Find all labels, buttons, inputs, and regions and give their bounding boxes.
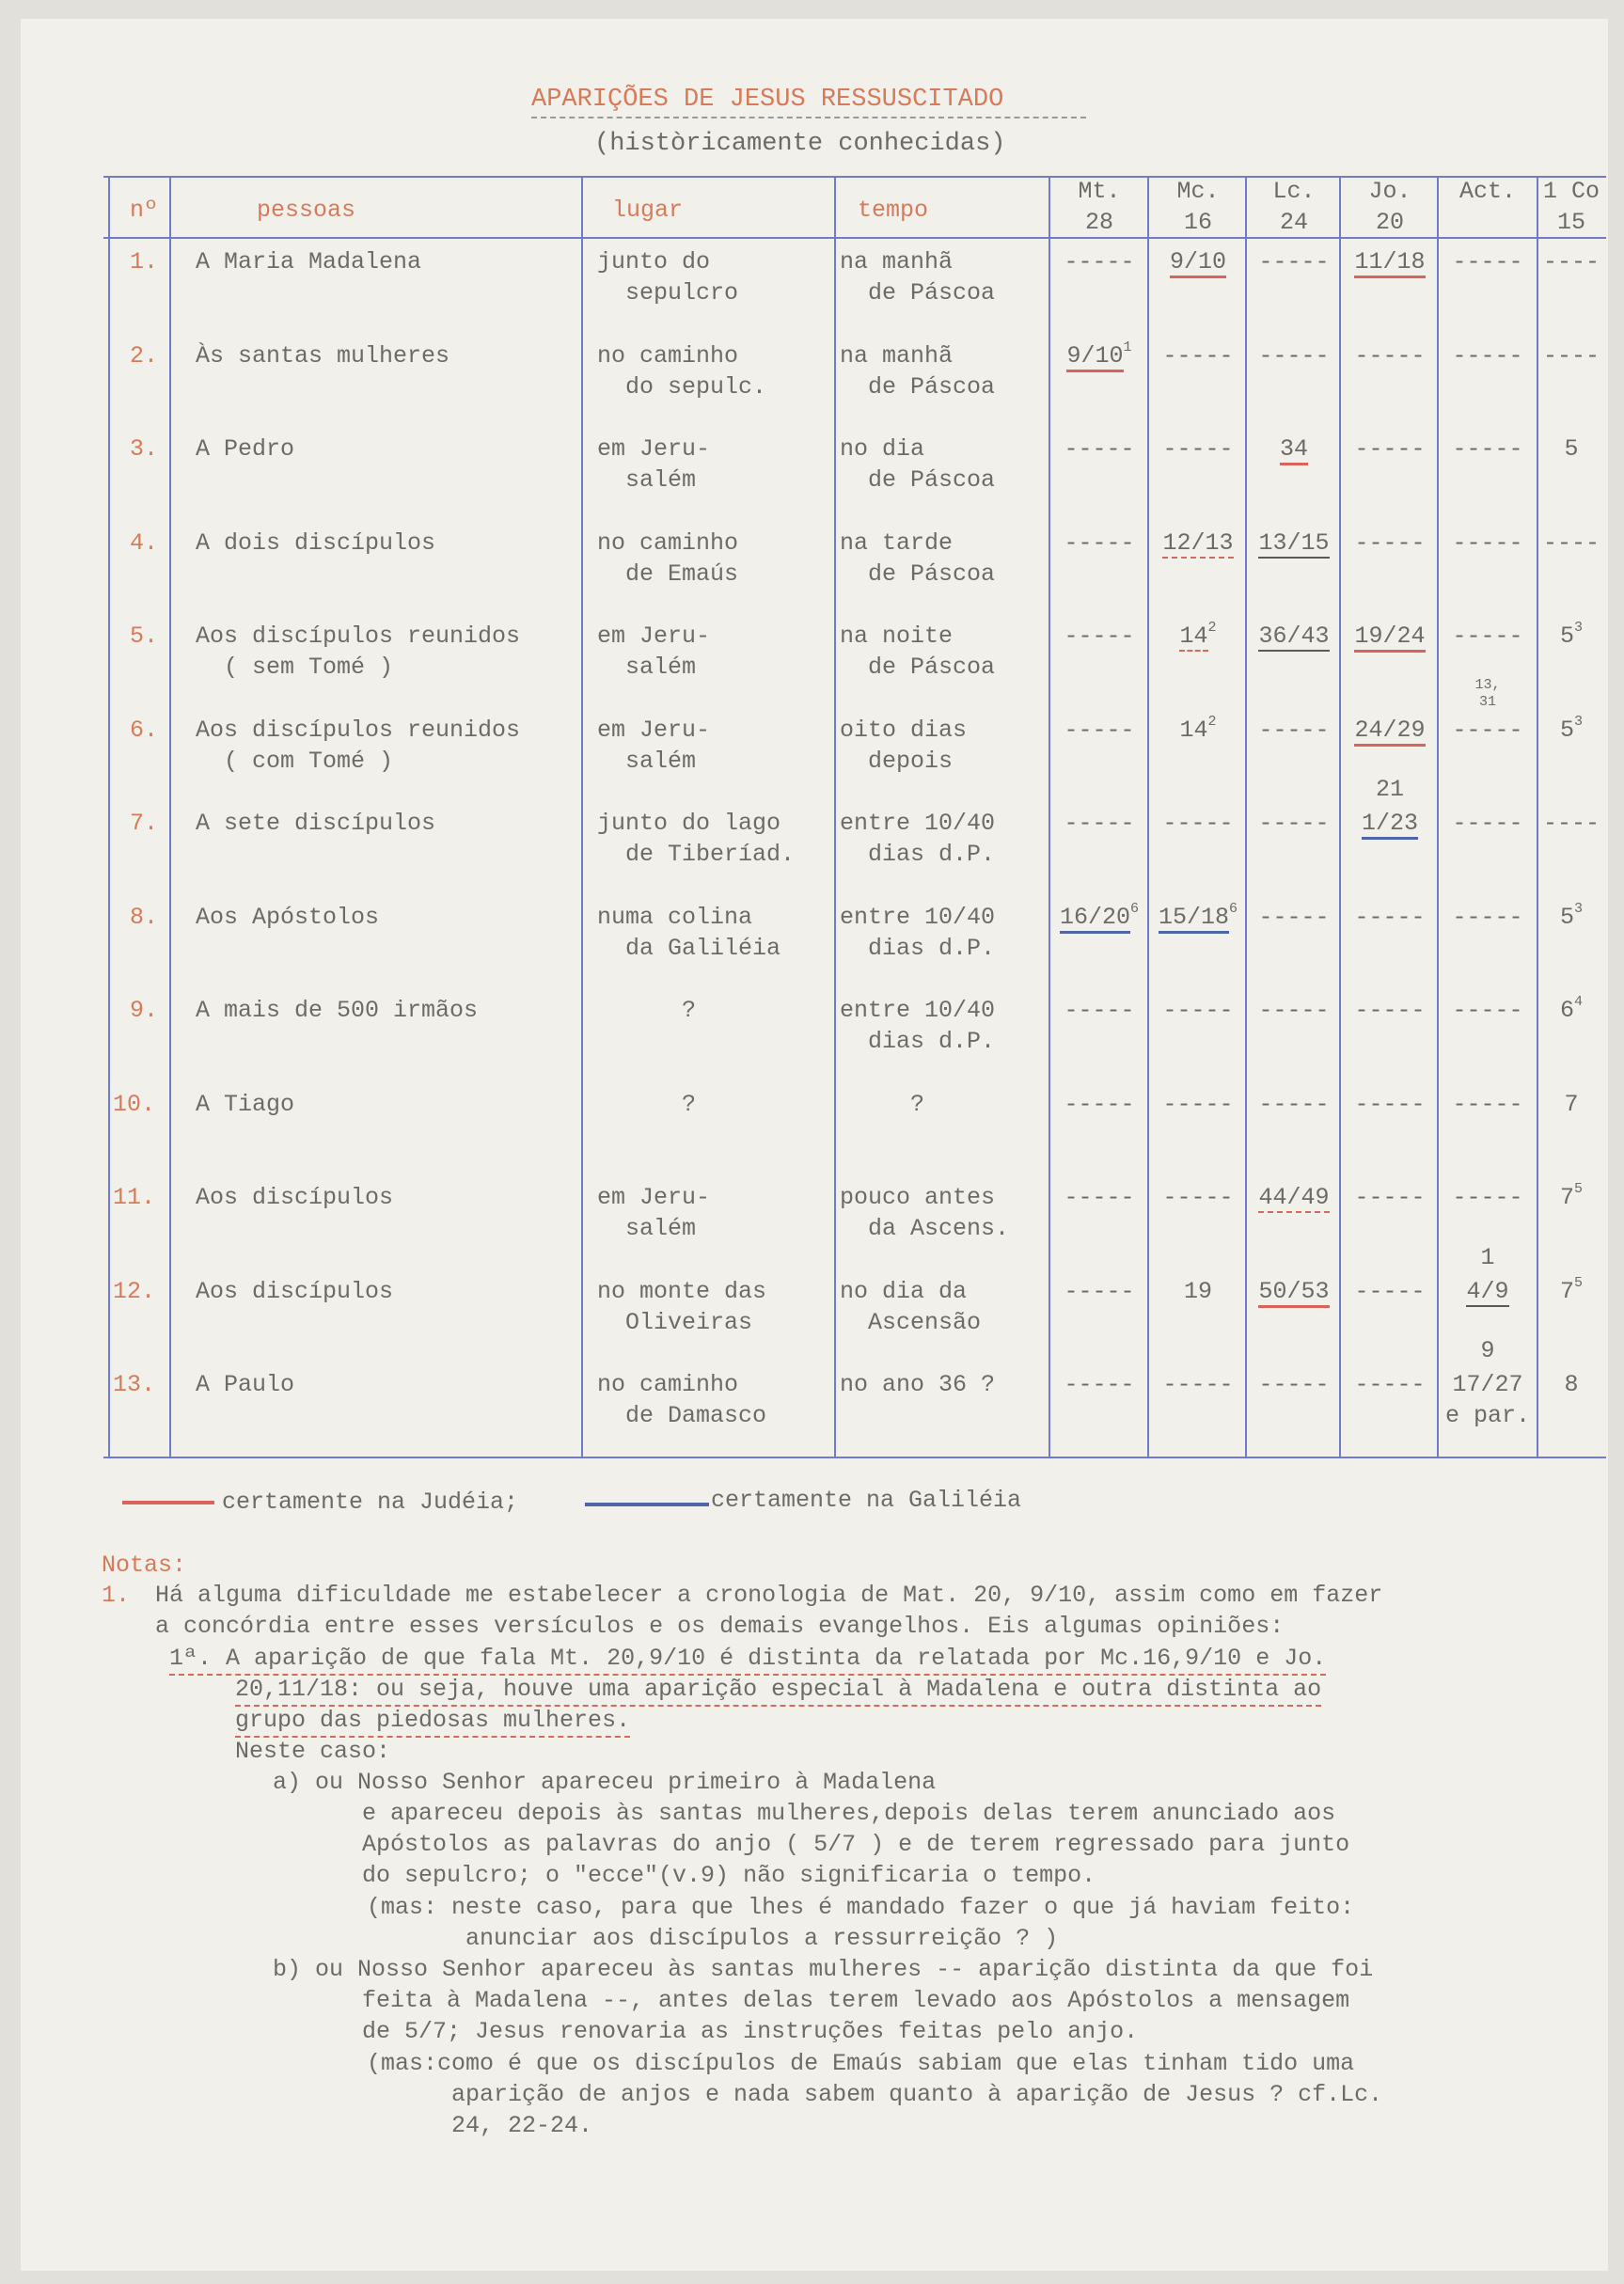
row-lugar: sepulcro: [597, 279, 739, 307]
table-cell-lc: [1247, 808, 1341, 839]
cell-value: -----: [1354, 903, 1426, 931]
cell-value: 5: [1559, 716, 1574, 744]
table-cell-mt: [1050, 1276, 1148, 1307]
cell-value: 19/24: [1354, 622, 1425, 653]
row-number: 8.: [130, 903, 159, 931]
note-line: Há alguma dificuldade me estabelecer a cronologia de Mat. 20, 9/10, assim como em fazer: [155, 1582, 1383, 1609]
row-lugar: do sepulc.: [597, 372, 767, 401]
table-cell-co: [1537, 1182, 1606, 1216]
row-tempo: ?: [840, 1090, 925, 1118]
cell-value: -----: [1064, 622, 1135, 650]
footnote-marker: 4: [1574, 994, 1584, 1010]
table-cell-act: [1439, 246, 1537, 277]
title-underline: [531, 117, 1086, 118]
table-cell-co: [1537, 902, 1606, 936]
table-cell-act: [1439, 1182, 1537, 1213]
cell-chapter: 1: [1480, 1243, 1495, 1271]
table-cell-mc: [1149, 715, 1247, 748]
row-number: 3.: [130, 435, 159, 463]
cell-value: -----: [1354, 1184, 1426, 1211]
cell-value: ----: [1542, 528, 1600, 557]
table-cell-jo: [1341, 246, 1439, 277]
cell-value: -----: [1064, 1090, 1135, 1118]
row-lugar: salém: [597, 466, 697, 494]
table-cell-mc: [1149, 621, 1247, 654]
row-lugar: junto do lago: [597, 810, 781, 837]
header-act: Act.: [1458, 178, 1516, 205]
cell-value: -----: [1258, 810, 1330, 837]
table-cell-lc: [1247, 1089, 1341, 1120]
row-tempo: de Páscoa: [840, 279, 996, 307]
table-column-rule: [169, 176, 171, 1458]
cell-value: 36/43: [1258, 622, 1330, 650]
cell-value: 50/53: [1258, 1278, 1329, 1308]
cell-value: -----: [1258, 1090, 1330, 1118]
table-cell-mc: [1149, 528, 1247, 559]
legend-galileia: certamente na Galiléia: [711, 1487, 1022, 1514]
cell-value: 15/18: [1159, 904, 1229, 934]
cell-value: 14: [1179, 622, 1208, 650]
cell-value: 13/15: [1258, 528, 1330, 557]
row-pessoas: Aos discípulos reunidos: [196, 716, 521, 744]
cell-value: 7: [1564, 1090, 1579, 1118]
table-column-rule: [834, 176, 836, 1458]
row-pessoas: A mais de 500 irmãos: [196, 997, 479, 1024]
table-cell-mc: [1149, 1369, 1247, 1400]
row-tempo: dias d.P.: [840, 934, 996, 962]
table-cell-act: [1439, 1369, 1537, 1400]
table-cell-mt: [1050, 995, 1148, 1026]
table-cell-co: [1537, 246, 1606, 277]
table-cell-act: [1439, 715, 1537, 746]
header-jo: Jo. 20: [1368, 178, 1411, 236]
cell-value: -----: [1452, 528, 1523, 557]
row-number: 6.: [130, 716, 159, 744]
cell-value: -----: [1162, 997, 1234, 1024]
row-tempo: depois: [840, 747, 954, 775]
notes-heading: Notas:: [102, 1552, 187, 1579]
table-row-rule: [103, 1457, 1606, 1458]
cell-value: 6: [1559, 997, 1574, 1024]
table-cell-mt: [1050, 715, 1148, 746]
row-lugar: no caminho: [597, 341, 739, 370]
row-tempo: Ascensão: [840, 1308, 982, 1336]
footnote-marker: 5: [1574, 1181, 1584, 1197]
cell-value: 5: [1559, 622, 1574, 650]
header-pessoas: pessoas: [257, 197, 356, 224]
note-line: Apóstolos as palavras do anjo ( 5/7 ) e de terem regressado para junto: [362, 1831, 1350, 1858]
table-cell-jo: [1341, 902, 1439, 933]
table-cell-lc: [1247, 340, 1341, 371]
footnote-marker: 2: [1207, 713, 1217, 730]
row-number: 12.: [113, 1277, 156, 1305]
table-cell-act: [1439, 1276, 1537, 1307]
table-cell-mc: [1149, 902, 1247, 936]
note-number: 1.: [102, 1582, 131, 1609]
row-number: 4.: [130, 528, 159, 557]
cell-value: -----: [1258, 1371, 1330, 1398]
table-cell-jo: [1341, 621, 1439, 652]
table-cell-mc: [1149, 433, 1247, 465]
table-cell-mc: [1149, 808, 1247, 839]
note-line: Neste caso:: [235, 1738, 391, 1765]
cell-value: ----: [1542, 341, 1600, 370]
row-tempo: entre 10/40: [840, 997, 996, 1024]
row-lugar: em Jeru-: [597, 435, 711, 463]
row-tempo: entre 10/40: [840, 810, 996, 837]
cell-chapter: 9: [1480, 1337, 1495, 1364]
table-cell-co: [1537, 1089, 1606, 1120]
row-tempo: no ano 36 ?: [840, 1371, 996, 1398]
cell-value: -----: [1162, 810, 1234, 837]
table-cell-jo: [1341, 1089, 1439, 1120]
header-number: nº: [130, 197, 159, 224]
table-cell-jo: [1341, 715, 1439, 746]
row-lugar: salém: [597, 1215, 697, 1242]
table-cell-jo: [1341, 1369, 1439, 1400]
row-tempo: no dia da: [840, 1277, 968, 1305]
table-cell-co: [1537, 528, 1606, 559]
note-line: aparição de anjos e nada sabem quanto à aparição de Jesus ? cf.Lc.: [451, 2081, 1383, 2108]
cell-value: 1/23: [1362, 810, 1418, 840]
table-cell-act: [1439, 902, 1537, 933]
table-cell-mt: [1050, 433, 1148, 465]
row-lugar: em Jeru-: [597, 716, 711, 744]
header-mc: Mc. 16: [1176, 178, 1220, 236]
row-tempo: dias d.P.: [840, 1028, 996, 1055]
cell-note: 13, 31: [1474, 676, 1501, 710]
row-pessoas: Aos discípulos: [196, 1184, 394, 1211]
row-pessoas: A Maria Madalena: [196, 248, 422, 276]
row-lugar: da Galiléia: [597, 934, 781, 962]
table-cell-mt: [1050, 528, 1148, 559]
cell-value: -----: [1354, 435, 1426, 463]
cell-value: -----: [1258, 903, 1330, 931]
cell-value: -----: [1354, 1090, 1426, 1118]
row-pessoas: Aos Apóstolos: [196, 903, 380, 931]
row-lugar: junto do: [597, 248, 711, 276]
cell-value: ----: [1542, 248, 1600, 276]
cell-value: -----: [1452, 1090, 1523, 1118]
table-cell-mt: [1050, 340, 1148, 374]
cell-value: -----: [1258, 341, 1330, 370]
row-lugar: ?: [597, 1090, 697, 1118]
table-cell-co: [1537, 340, 1606, 371]
legend-blue-line: [585, 1503, 709, 1506]
row-lugar: no caminho: [597, 528, 739, 557]
cell-value: -----: [1354, 341, 1426, 370]
row-lugar: em Jeru-: [597, 1184, 711, 1211]
note-line: 20,11/18: ou seja, houve uma aparição especial à Madalena e outra distinta ao: [235, 1674, 1321, 1707]
cell-value: -----: [1452, 810, 1523, 837]
row-tempo: de Páscoa: [840, 466, 996, 494]
table-cell-mt: [1050, 808, 1148, 839]
row-pessoas: Aos discípulos reunidos: [196, 622, 521, 650]
table-cell-jo: [1341, 1182, 1439, 1213]
table-cell-mc: [1149, 246, 1247, 277]
row-number: 7.: [130, 810, 159, 837]
cell-chapter: 21: [1375, 776, 1404, 803]
cell-value: 16/20: [1060, 904, 1130, 934]
cell-value: -----: [1064, 435, 1135, 463]
row-tempo: entre 10/40: [840, 903, 996, 931]
cell-value: -----: [1162, 1184, 1234, 1211]
row-tempo: da Ascens.: [840, 1215, 1010, 1242]
row-number: 10.: [113, 1090, 156, 1118]
row-tempo: pouco antes: [840, 1184, 996, 1211]
note-line: anunciar aos discípulos a ressurreição ? ): [465, 1925, 1059, 1952]
row-tempo: na tarde: [840, 528, 954, 557]
note-line: feita à Madalena --, antes delas terem levado aos Apóstolos a mensagem: [362, 1987, 1350, 2014]
cell-value: -----: [1452, 341, 1523, 370]
note-line: a) ou Nosso Senhor apareceu primeiro à Madalena: [273, 1769, 937, 1796]
cell-value: -----: [1354, 997, 1426, 1024]
row-pessoas: Às santas mulheres: [196, 341, 450, 370]
cell-value: -----: [1162, 1090, 1234, 1118]
cell-value: 5: [1559, 903, 1574, 931]
row-lugar: Oliveiras: [597, 1308, 753, 1336]
table-cell-mc: [1149, 1182, 1247, 1213]
note-line: a concórdia entre esses versículos e os demais evangelhos. Eis algumas opiniões:: [155, 1613, 1285, 1640]
cell-value: -----: [1162, 1371, 1234, 1398]
cell-value: -----: [1064, 997, 1135, 1024]
row-tempo: na manhã: [840, 341, 954, 370]
row-number: 1.: [130, 248, 159, 276]
footnote-marker: 6: [1130, 900, 1140, 917]
table-cell-lc: [1247, 1369, 1341, 1400]
cell-value: 17/27: [1452, 1371, 1523, 1398]
table-cell-mt: [1050, 902, 1148, 936]
table-cell-mc: [1149, 1089, 1247, 1120]
table-cell-co: [1537, 715, 1606, 748]
row-lugar: em Jeru-: [597, 622, 711, 650]
table-cell-lc: [1247, 433, 1341, 465]
table-cell-act: [1439, 621, 1537, 652]
cell-value: -----: [1064, 1371, 1135, 1398]
row-tempo: dias d.P.: [840, 841, 996, 868]
row-lugar: numa colina: [597, 903, 753, 931]
row-pessoas: A Paulo: [196, 1371, 295, 1398]
cell-value: -----: [1064, 716, 1135, 744]
row-pessoas: A Pedro: [196, 435, 295, 463]
cell-value: -----: [1452, 622, 1523, 650]
row-pessoas: A Tiago: [196, 1090, 295, 1118]
table-cell-co: [1537, 808, 1606, 839]
cell-value: -----: [1064, 528, 1135, 557]
header-tempo: tempo: [858, 197, 929, 224]
table-cell-act: [1439, 433, 1537, 465]
table-cell-lc: [1247, 246, 1341, 277]
table-cell-co: [1537, 433, 1606, 465]
cell-value: -----: [1452, 248, 1523, 276]
document-subtitle: (històricamente conhecidas): [594, 130, 1006, 158]
cell-value: 9/10: [1170, 248, 1226, 278]
cell-value: -----: [1162, 341, 1234, 370]
row-pessoas: A sete discípulos: [196, 810, 436, 837]
table-cell-mc: [1149, 340, 1247, 371]
header-lc: Lc. 24: [1272, 178, 1316, 236]
table-cell-mt: [1050, 1089, 1148, 1120]
table-cell-jo: [1341, 340, 1439, 371]
cell-value: -----: [1452, 997, 1523, 1024]
cell-value: -----: [1258, 997, 1330, 1024]
header-1co: 1 Co 15: [1542, 178, 1600, 236]
row-lugar: salém: [597, 654, 697, 681]
cell-value: 12/13: [1162, 528, 1234, 557]
cell-value: 24/29: [1354, 717, 1425, 747]
row-number: 9.: [130, 997, 159, 1024]
table-cell-lc: [1247, 902, 1341, 933]
table-cell-mt: [1050, 246, 1148, 277]
row-number: 5.: [130, 622, 159, 650]
footnote-marker: 3: [1574, 900, 1584, 917]
table-cell-jo: [1341, 808, 1439, 839]
cell-value: -----: [1064, 1277, 1135, 1305]
row-lugar: salém: [597, 747, 697, 775]
footnote-marker: 2: [1207, 620, 1217, 636]
header-lugar: lugar: [612, 197, 684, 224]
cell-value: 19: [1183, 1277, 1212, 1305]
table-cell-mc: [1149, 995, 1247, 1026]
table-column-rule: [108, 176, 110, 1458]
row-tempo: de Páscoa: [840, 654, 996, 681]
row-tempo: oito dias: [840, 716, 968, 744]
row-pessoas: Aos discípulos: [196, 1277, 394, 1305]
table-cell-jo: [1341, 528, 1439, 559]
table-cell-co: [1537, 1369, 1606, 1400]
note-line: de 5/7; Jesus renovaria as instruções feitas pelo anjo.: [362, 2018, 1139, 2045]
table-cell-lc: [1247, 528, 1341, 559]
cell-value: 5: [1564, 435, 1579, 463]
cell-value: -----: [1258, 248, 1330, 276]
table-column-rule: [581, 176, 583, 1458]
row-lugar: no caminho: [597, 1371, 739, 1398]
cell-value: -----: [1354, 528, 1426, 557]
table-cell-lc: [1247, 995, 1341, 1026]
row-tempo: na manhã: [840, 248, 954, 276]
cell-value: ----: [1542, 810, 1600, 837]
cell-value: 11/18: [1354, 248, 1425, 278]
footnote-marker: 3: [1574, 713, 1584, 730]
note-line: (mas: neste caso, para que lhes é mandado fazer o que já haviam feito:: [367, 1894, 1355, 1921]
table-cell-jo: [1341, 995, 1439, 1026]
row-lugar: de Emaús: [597, 559, 739, 588]
header-mt: Mt. 28: [1078, 178, 1121, 236]
note-line: b) ou Nosso Senhor apareceu às santas mulheres -- aparição distinta da que foi: [273, 1956, 1374, 1983]
cell-value: -----: [1452, 435, 1523, 463]
cell-extra: e par.: [1444, 1402, 1530, 1429]
row-tempo: na noite: [840, 622, 954, 650]
row-number: 11.: [113, 1184, 156, 1211]
footnote-marker: 1: [1123, 339, 1132, 355]
cell-value: 44/49: [1258, 1184, 1330, 1211]
note-line: e apareceu depois às santas mulheres,depois delas terem anunciado aos: [362, 1800, 1336, 1827]
table-cell-mt: [1050, 621, 1148, 652]
table-cell-lc: [1247, 715, 1341, 746]
cell-value: 9/10: [1066, 342, 1123, 372]
cell-value: -----: [1452, 716, 1523, 744]
cell-value: -----: [1452, 1184, 1523, 1211]
cell-value: 34: [1280, 435, 1308, 465]
cell-value: -----: [1162, 435, 1234, 463]
table-cell-mt: [1050, 1369, 1148, 1400]
row-lugar: ?: [597, 997, 697, 1024]
row-number: 13.: [113, 1371, 156, 1398]
cell-value: 7: [1559, 1184, 1574, 1211]
table-cell-co: [1537, 621, 1606, 654]
row-lugar: no monte das: [597, 1277, 767, 1305]
table-cell-lc: [1247, 621, 1341, 652]
table-cell-co: [1537, 1276, 1606, 1310]
row-tempo: de Páscoa: [840, 372, 996, 401]
row-pessoas: ( com Tomé ): [196, 747, 394, 775]
table-cell-act: [1439, 995, 1537, 1026]
row-lugar: de Tiberíad.: [597, 841, 796, 868]
cell-value: -----: [1354, 1371, 1426, 1398]
cell-value: 7: [1559, 1277, 1574, 1305]
cell-value: -----: [1064, 248, 1135, 276]
cell-value: 4/9: [1466, 1277, 1509, 1305]
cell-value: 8: [1564, 1371, 1579, 1398]
row-pessoas: A dois discípulos: [196, 528, 436, 557]
row-number: 2.: [130, 341, 159, 370]
table-cell-act: [1439, 808, 1537, 839]
footnote-marker: 3: [1574, 620, 1584, 636]
table-cell-jo: [1341, 433, 1439, 465]
cell-value: -----: [1452, 903, 1523, 931]
note-line: 24, 22-24.: [451, 2112, 593, 2139]
table-cell-co: [1537, 995, 1606, 1029]
row-pessoas: ( sem Tomé ): [196, 654, 394, 681]
table-cell-mt: [1050, 1182, 1148, 1213]
table-cell-act: [1439, 340, 1537, 371]
legend-red-line: [122, 1501, 214, 1504]
legend-judeia: certamente na Judéia;: [222, 1489, 519, 1516]
table-cell-act: [1439, 1089, 1537, 1120]
note-line: do sepulcro; o "ecce"(v.9) não significaria o tempo.: [362, 1862, 1096, 1889]
cell-value: -----: [1064, 1184, 1135, 1211]
table-cell-act: [1439, 528, 1537, 559]
table-cell-mc: [1149, 1276, 1247, 1307]
note-line: (mas:como é que os discípulos de Emaús sabiam que elas tinham tido uma: [367, 2050, 1355, 2077]
table-cell-jo: [1341, 1276, 1439, 1307]
cell-value: -----: [1064, 810, 1135, 837]
document-title: APARIÇÕES DE JESUS RESSUSCITADO: [531, 86, 1004, 114]
footnote-marker: 5: [1574, 1274, 1584, 1291]
note-line: 1ª. A aparição de que fala Mt. 20,9/10 é distinta da relatada por Mc.16,9/10 e Jo.: [169, 1643, 1326, 1676]
cell-value: -----: [1258, 716, 1330, 744]
cell-value: 14: [1179, 716, 1208, 744]
footnote-marker: 6: [1229, 900, 1238, 917]
note-line: grupo das piedosas mulheres.: [235, 1705, 630, 1738]
row-lugar: de Damasco: [597, 1402, 767, 1429]
table-cell-lc: [1247, 1182, 1341, 1213]
row-tempo: de Páscoa: [840, 559, 996, 588]
cell-value: -----: [1354, 1277, 1426, 1305]
table-cell-lc: [1247, 1276, 1341, 1307]
row-tempo: no dia: [840, 435, 925, 463]
